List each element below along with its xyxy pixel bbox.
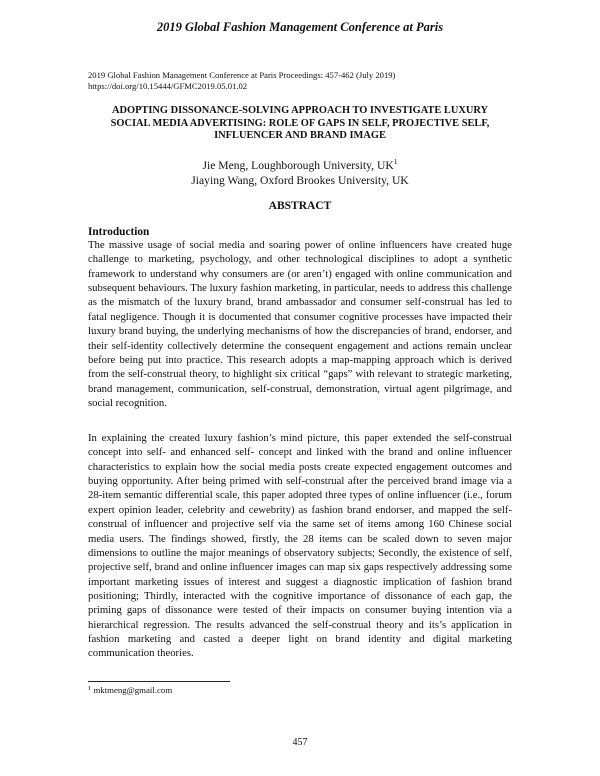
doi-link[interactable]: https://doi.org/10.15444/GFMC2019.05.01.02 bbox=[88, 81, 248, 91]
author-affiliation: Jiaying Wang, Oxford Brookes University, UK bbox=[191, 174, 409, 187]
footnote-mark: 1 bbox=[88, 685, 92, 692]
abstract-heading: ABSTRACT bbox=[268, 200, 332, 212]
section-heading: Introduction bbox=[88, 226, 150, 238]
body-paragraph: The massive usage of social media and soaring power of online influencers have created huge challenge to marketing, psychology, and other technological disciplines to adopt a synthetic framework to understand why consumers are (or aren’t) engaged with online communication and subsequent behaviours. The luxury fashion marketing, in particular, needs to address this challenge as the mismatch of the luxury brand, brand ambassador and consumer self-construal has led to fatal negligence. Though it is documented that consumer cognitive processes have impacted their luxury brand buying, the underlying mechanisms of how the discrepancies of brand, endorser, and their self-identity collectively determine the consequent engagement and actions remain unclear before being put into practice. This research adopts a map-mapping approach which is derived from the self-construal theory, to highlight six critical “gaps” with relevant to strategic marketing, brand management, communication, self-construal, demonstration, virtual agent pilgrimage, and social recognition. bbox=[88, 239, 512, 409]
title-line: INFLUENCER AND BRAND IMAGE bbox=[214, 130, 386, 142]
body-paragraph: In explaining the created luxury fashion’s mind picture, this paper extended the self-construal concept into self- and enhanced self- concept and linked with the brand and online influencer characteristics to explain how the social media posts create expected engagement outcomes and buying opportunity. After being primed with self-construal after the perceived brand image via a 28-item semantic differential scale, this paper adopted three types of online influencer (i.e., forum expert opinion leader, celebrity and cewebrity) as fashion brand endorser, and mapped the self-construal of influencer and projective self via the same set of items among 160 Chinese social media users. The findings showed, firstly, the 28 items can be scaled down to seven major dimensions to outline the major meanings of observatory subjects; Secondly, the existence of self, projective self, brand and online influencer images can map six gaps respectively addressing some important marketing issues of interest and suggest a diagnostic implication of fashion brand positioning; Thirdly, interacted with the cognitive importance of dissonance of each gap, the priming gaps of dissonance were tested of their impacts on consumer buying intention via a hierarchical regression. The results advanced the self-construal theory and its’s application in fashion marketing and casted a deeper light on brand identity and digital marketing communication theories. bbox=[88, 432, 512, 660]
footnote-marker: 1 bbox=[393, 157, 398, 166]
paper-title bbox=[80, 105, 520, 143]
running-header: 2019 Global Fashion Management Conference at Paris bbox=[156, 20, 444, 34]
proceedings-citation: 2019 Global Fashion Management Conference at Paris Proceedings: 457-462 (July 2019) bbox=[88, 70, 396, 80]
footnote bbox=[88, 685, 172, 695]
title-line: SOCIAL MEDIA ADVERTISING: ROLE OF GAPS IN SELF, PROJECTIVE SELF, bbox=[110, 117, 490, 129]
publication-info bbox=[88, 70, 395, 92]
page-number: 457 bbox=[292, 737, 308, 748]
title-line: ADOPTING DISSONANCE-SOLVING APPROACH TO INVESTIGATE LUXURY bbox=[112, 105, 488, 116]
footnote-email[interactable]: mktmeng@gmail.com bbox=[93, 685, 173, 695]
author-list bbox=[0, 158, 600, 188]
author-entry bbox=[0, 173, 600, 188]
author-affiliation: Jie Meng, Loughborough University, UK bbox=[202, 159, 394, 172]
author-entry bbox=[0, 158, 600, 173]
footnote-divider bbox=[88, 681, 230, 682]
